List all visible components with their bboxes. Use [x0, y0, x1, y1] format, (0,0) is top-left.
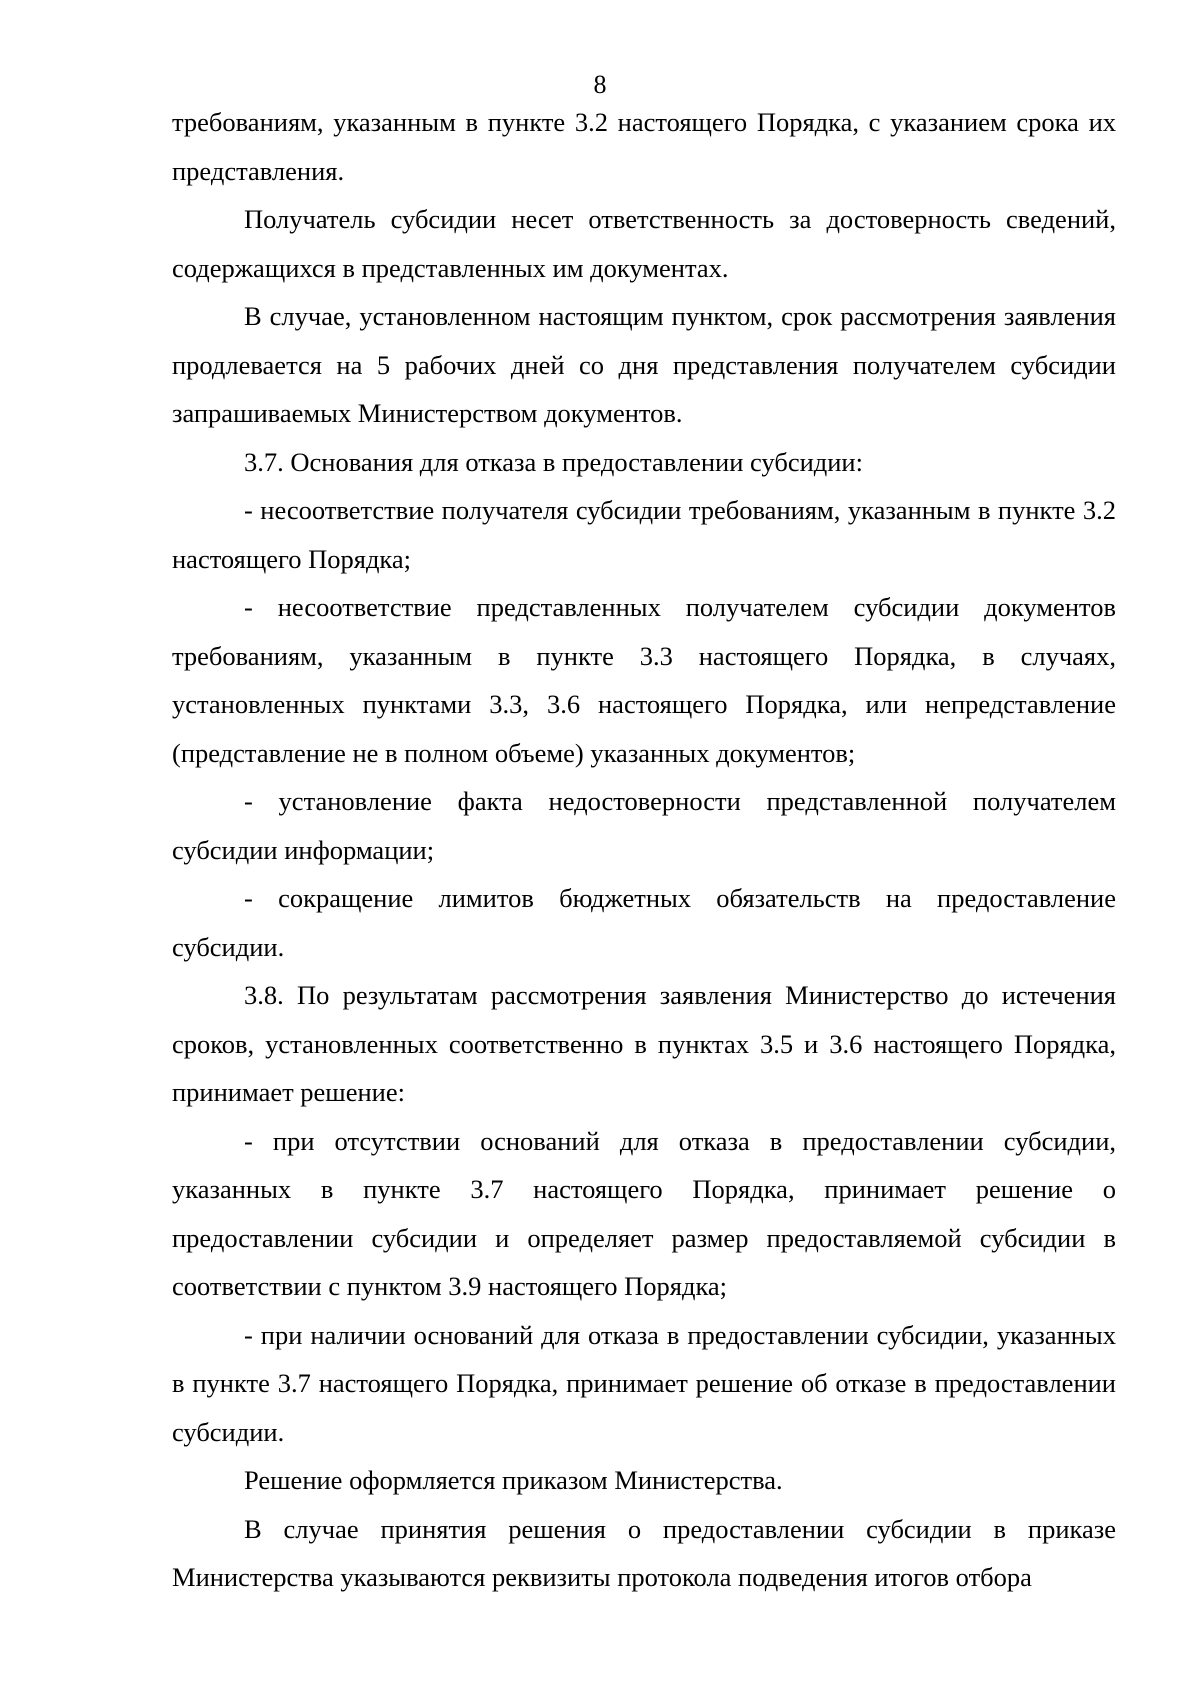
- page-number: 8: [593, 70, 607, 99]
- list-item-nonconformity-documents: - несоответствие представленных получателем субсидии документов требованиям, указанным в пункте 3.3 настоящего Порядка, в случаях, установленных пунктами 3.3, 3.6 настоящего Порядка, или непредставление (представление не в полном объеме) указанных документов;: [172, 592, 1116, 768]
- list-item-grant-decision: - при отсутствии оснований для отказа в предоставлении субсидии, указанных в пункте 3.7 настоящего Порядка, принимает решение о предоставлении субсидии и определяет размер предоставляемой субсидии в соответствии с пунктом 3.9 настоящего Порядка;: [172, 1125, 1116, 1301]
- paragraph-extension: В случае, установленном настоящим пунктом, срок рассмотрения заявления продлевается на 5 рабочих дней со дня представления получателем субсидии запрашиваемых Министерством документов.: [172, 301, 1116, 428]
- section-heading-3-7: 3.7. Основания для отказа в предоставлении субсидии:: [244, 446, 863, 477]
- paragraph-order-details: В случае принятия решения о предоставлении субсидии в приказе Министерства указываются реквизиты протокола подведения итогов отбора: [172, 1513, 1116, 1592]
- section-heading-3-8: 3.8. По результатам рассмотрения заявления Министерство до истечения сроков, установленных соответственно в пунктах 3.5 и 3.6 настоящего Порядка, принимает решение:: [172, 980, 1116, 1107]
- list-item-false-information: - установление факта недостоверности представленной получателем субсидии информации;: [172, 786, 1116, 865]
- paragraph-order: Решение оформляется приказом Министерства.: [244, 1465, 783, 1495]
- paragraph-responsibility: Получатель субсидии несет ответственность за достоверность сведений, содержащихся в представленных им документах.: [172, 204, 1116, 283]
- document-body: [172, 98, 1116, 1602]
- list-item-nonconformity-recipient: - несоответствие получателя субсидии требованиям, указанным в пункте 3.2 настоящего Порядка;: [172, 495, 1116, 574]
- list-item-refusal-decision: - при наличии оснований для отказа в предоставлении субсидии, указанных в пункте 3.7 настоящего Порядка, принимает решение об отказе в предоставлении субсидии.: [172, 1319, 1116, 1447]
- paragraph-requirements-continuation: требованиям, указанным в пункте 3.2 настоящего Порядка, с указанием срока их представления.: [172, 107, 1116, 186]
- list-item-budget-reduction: - сокращение лимитов бюджетных обязательств на предоставление субсидии.: [172, 883, 1116, 962]
